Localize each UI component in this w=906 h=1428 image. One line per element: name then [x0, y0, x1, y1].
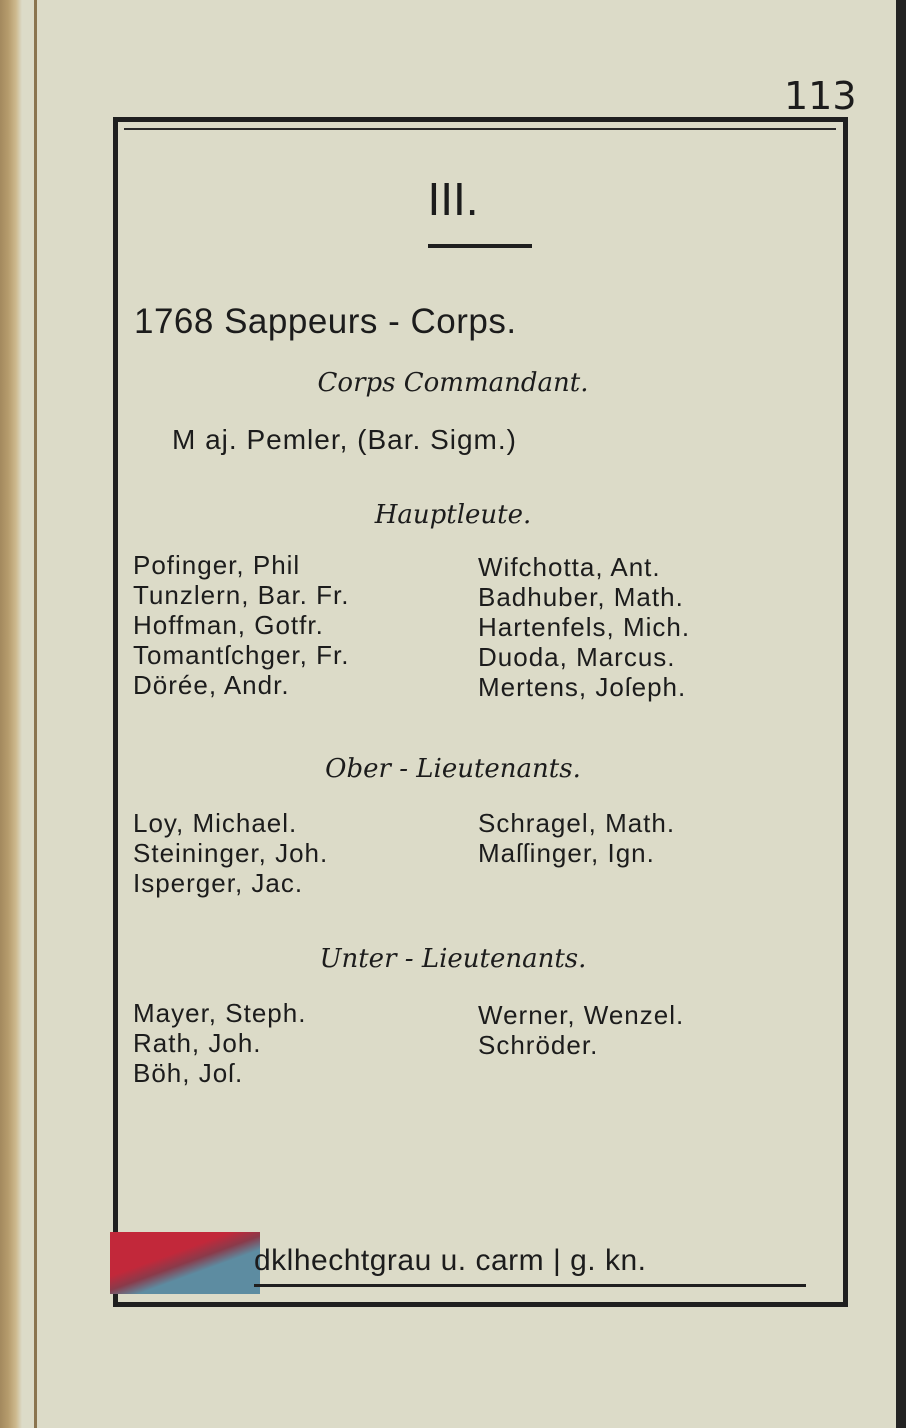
ober-lieutenants-left-column [133, 808, 328, 898]
list-item: Hoffman, Gotfr. [133, 610, 324, 640]
unter-lieutenants-right-column [478, 1000, 684, 1060]
list-item: Pofinger, Phil [133, 550, 301, 580]
list-item: Mertens, Joſeph. [478, 672, 687, 702]
list-item: Loy, Michael. [133, 808, 298, 838]
list-item: Rath, Joh. [133, 1028, 262, 1058]
commander-entry: M aj. Pemler, (Bar. Sigm.) [172, 424, 517, 455]
hauptleute-left-column [133, 550, 349, 700]
uniform-color-label: dklhechtgrau u. carm | g. kn. [254, 1244, 647, 1277]
list-item: Böh, Joſ. [133, 1058, 244, 1088]
heading-hauptleute: Hauptleute. [374, 500, 532, 530]
heading-unter-lieutenants: Unter - Lieutenants. [319, 944, 587, 974]
list-item: Schröder. [478, 1030, 599, 1060]
list-item: Tunzlern, Bar. Fr. [133, 580, 350, 610]
title-rule [428, 244, 532, 248]
uniform-color-swatch [110, 1232, 260, 1294]
ober-lieutenants-right-column [478, 808, 675, 868]
heading-ober-lieutenants: Ober - Lieutenants. [325, 754, 581, 784]
section-numeral: III. [427, 173, 479, 225]
list-item: Wifchotta, Ant. [478, 552, 661, 582]
list-item: Isperger, Jac. [133, 868, 304, 898]
unter-lieutenants-left-column [133, 998, 306, 1088]
page-number: 113 [784, 74, 857, 118]
list-item: Maſſinger, Ign. [478, 838, 655, 868]
list-item: Steininger, Joh. [133, 838, 329, 868]
list-item: Hartenfels, Mich. [478, 612, 691, 642]
list-item: Badhuber, Math. [478, 582, 684, 612]
color-label-rule [254, 1284, 806, 1287]
corps-title: 1768 Sappeurs - Corps. [134, 302, 517, 341]
list-item: Dörée, Andr. [133, 670, 290, 700]
list-item: Schragel, Math. [478, 808, 676, 838]
hauptleute-right-column [478, 552, 690, 702]
list-item: Duoda, Marcus. [478, 642, 676, 672]
list-item: Werner, Wenzel. [478, 1000, 685, 1030]
list-item: Mayer, Steph. [133, 998, 307, 1028]
list-item: Tomantſchger, Fr. [133, 640, 350, 670]
frame-inner-line [124, 128, 836, 130]
heading-corps-commandant: Corps Commandant. [317, 368, 589, 398]
page-frame [113, 117, 848, 1307]
